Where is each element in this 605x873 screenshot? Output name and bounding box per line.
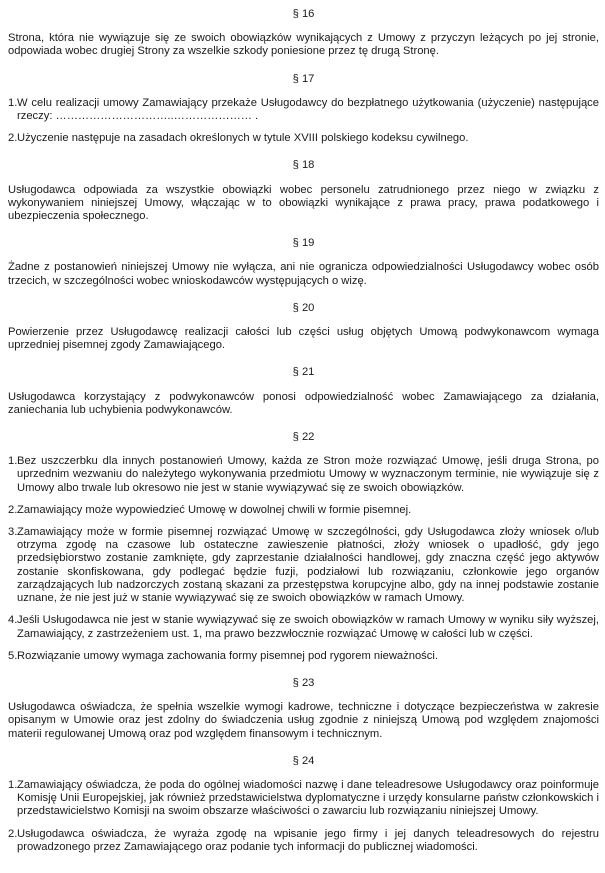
list-item: [8, 614, 599, 640]
item-number: 4.: [8, 614, 18, 627]
list-item: [8, 132, 599, 145]
section-16: [8, 8, 599, 59]
section-paragraph: Żadne z postanowień niniejszej Umowy nie wyłącza, ani nie ogranicza odpowiedzialności Usługodawcy wobec osób trzecich, w szczególności wobec wnioskodawców występujących o wizę.: [8, 261, 599, 287]
list-item: [8, 779, 599, 819]
item-number: 2.: [8, 503, 18, 516]
section-heading: § 23: [292, 676, 315, 689]
section-heading: § 16: [292, 8, 315, 20]
numbered-list: [8, 779, 599, 854]
section-heading: § 20: [292, 301, 315, 314]
section-18: [8, 159, 599, 223]
item-text: Zamawiający może w formie pisemnej rozwiązać Umowę w szczególności, gdy Usługodawca złoży wniosek o/lub otrzyma zgodę na czasowe lub ostateczne zawieszenie płatności, złoży wniosek o upadłość, gdy jego przedsiębiorstwo zostanie zamknięte, gdy zaprzestanie działalności handlowej, gdy znaczna część jego aktywów zostanie skonfiskowana, gdy podlegać będzie fuzji, podziałowi lub rozwiązaniu, członkowie jego organów zarządzających lub nadzorczych zostaną skazani za przestępstwa korupcyjne albo, gdy na innej podstawie zostanie uznane, że nie jest już w stanie wywiązywać się ze swoich obowiązków w ramach Umowy.: [17, 526, 599, 605]
list-item: [8, 504, 599, 517]
item-number: 1.: [8, 455, 18, 468]
section-17: [8, 73, 599, 146]
numbered-list: [8, 97, 599, 146]
item-text: Usługodawca oświadcza, że wyraża zgodę na wpisanie jego firmy i jej danych teleadresowych do rejestru prowadzonego przez Zamawiającego oraz podanie tych informacji do publicznej wiadomości.: [17, 827, 599, 853]
section-24: [8, 755, 599, 854]
item-text: Zamawiający może wypowiedzieć Umowę w dowolnej chwili w formie pisemnej.: [17, 503, 412, 516]
section-heading: § 18: [292, 159, 315, 172]
section-19: [8, 237, 599, 288]
section-paragraph: Usługodawca korzystający z podwykonawców ponosi odpowiedzialność wobec Zamawiającego za działania, zaniechania lub uchybienia podwykonawców.: [8, 390, 599, 416]
item-text: Zamawiający oświadcza, że poda do ogólnej wiadomości nazwę i dane teleadresowe Usługodawcy oraz poinformuje Komisję Unii Europejskiej, jak również przedstawicielstwa dyplomatyczne i urzędy konsularne państw członkowskich i przedstawicielstwo Komisji na swoim obszarze właściwości o zawarciu lub rozwiązaniu niniejszej Umowy.: [17, 778, 599, 818]
list-item: [8, 97, 599, 123]
section-paragraph: Usługodawca odpowiada za wszystkie obowiązki wobec personelu zatrudnionego przez niego w związku z wykonywaniem niniejszej Umowy, włączając w to obowiązki wynikające z prawa pracy, prawa podatkowego i ubezpieczenia społecznego.: [8, 183, 599, 223]
numbered-list: [8, 455, 599, 663]
section-23: [8, 677, 599, 741]
item-number: 2.: [8, 132, 18, 145]
list-item: [8, 455, 599, 495]
item-number: 3.: [8, 526, 18, 539]
item-text: Rozwiązanie umowy wymaga zachowania formy pisemnej pod rygorem nieważności.: [17, 649, 438, 662]
section-paragraph: Strona, która nie wywiązuje się ze swoich obowiązków wynikających z Umowy z przyczyn leżących po jej stronie, odpowiada wobec drugiej Strony za wszelkie szkody poniesione przez tę drugą Stronę.: [8, 32, 599, 58]
list-item: [8, 526, 599, 605]
section-20: [8, 302, 599, 353]
section-22: [8, 431, 599, 663]
item-text: Jeśli Usługodawca nie jest w stanie wywiązywać się ze swoich obowiązków w ramach Umowy w wyniku siły wyższej, Zamawiający, z zastrzeżeniem ust. 1, ma prawo bezzwłocznie rozwiązać Umowę w całości lub w części.: [17, 614, 599, 640]
item-number: 5.: [8, 649, 18, 662]
item-text: W celu realizacji umowy Zamawiający przekaże Usługodawcy do bezpłatnego użytkowania (użyczenie) następujące rzeczy: …………………………..………………… .: [17, 96, 599, 123]
item-text: Użyczenie następuje na zasadach określonych w tytule XVIII polskiego kodeksu cywilnego.: [17, 132, 469, 145]
section-paragraph: Usługodawca oświadcza, że spełnia wszelkie wymogi kadrowe, techniczne i dotyczące bezpieczeństwa w zakresie opisanym w Umowie oraz jest zdolny do świadczenia usług zgodnie z niniejszą Umową pod względem znajomości materii regulowanej Umową oraz pod względem finansowym i technicznym.: [8, 701, 599, 740]
section-heading: § 22: [292, 431, 315, 444]
section-heading: § 17: [292, 72, 315, 85]
item-number: 2.: [8, 827, 18, 840]
section-21: [8, 366, 599, 417]
section-paragraph: Powierzenie przez Usługodawcę realizacji całości lub części usług objętych Umową podwykonawcom wymaga uprzedniej pisemnej zgody Zamawiającego.: [8, 326, 599, 352]
list-item: [8, 650, 599, 663]
section-heading: § 21: [292, 366, 315, 379]
item-number: 1.: [8, 96, 18, 109]
item-number: 1.: [8, 778, 18, 791]
list-item: [8, 828, 599, 854]
section-heading: § 24: [292, 754, 315, 767]
section-heading: § 19: [292, 237, 315, 250]
item-text: Bez uszczerbku dla innych postanowień Umowy, każda ze Stron może rozwiązać Umowę, jeśli druga Strona, po uprzednim wezwaniu do należytego wykonywania przedmiotu Umowy w wyznaczonym terminie, nie wywiązuje się z Umowy albo trwale lub okresowo nie jest w stanie wywiązywać się ze swoich obowiązków.: [17, 455, 599, 494]
